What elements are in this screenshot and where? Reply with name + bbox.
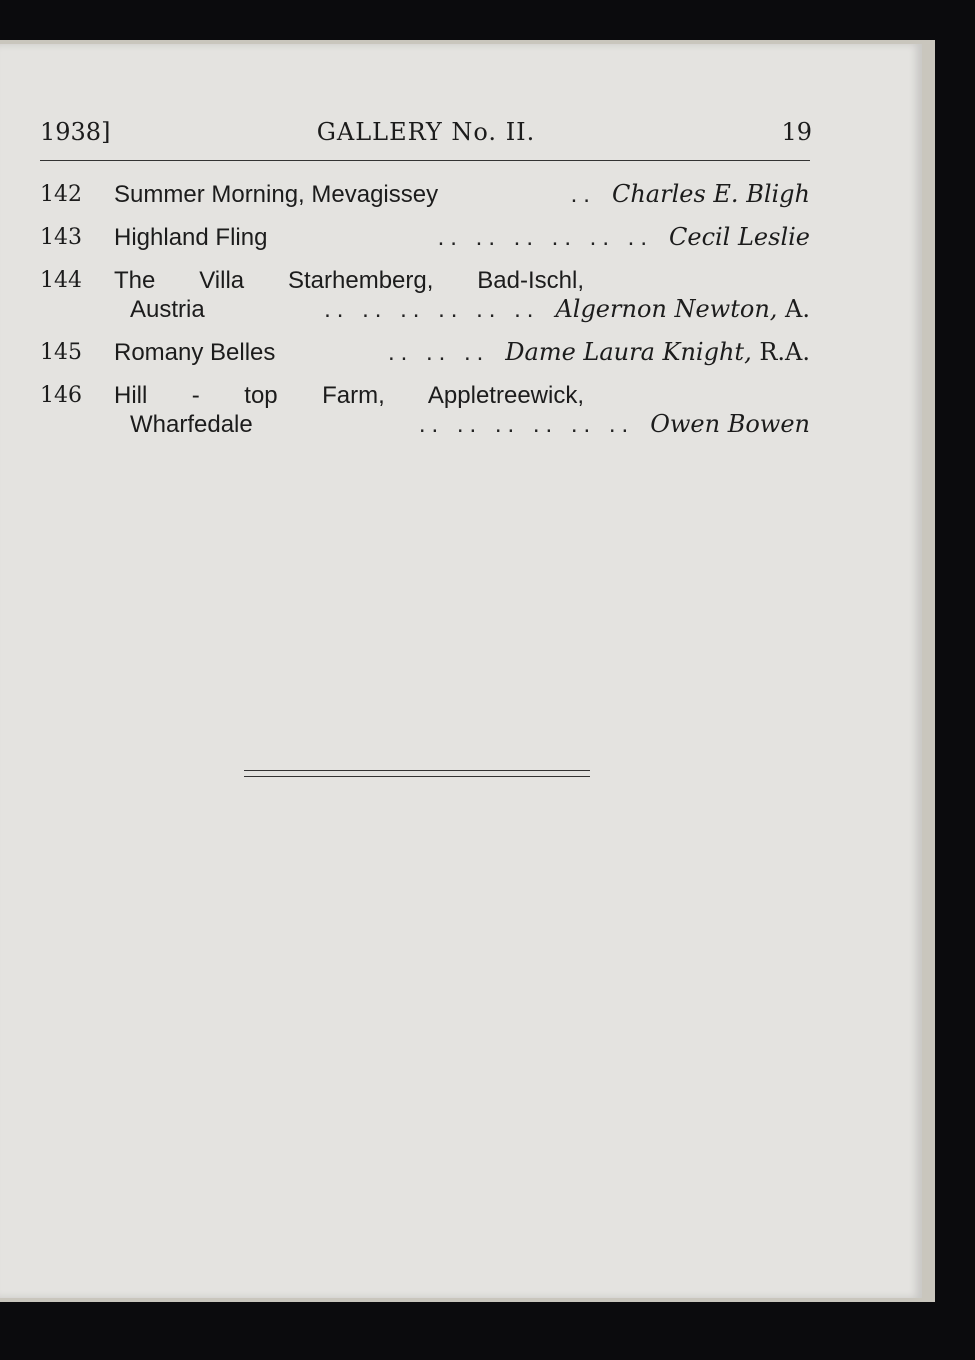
header-rule [40,160,810,161]
header-year: 1938] [40,118,111,146]
entry-title: Hill - top Farm, Appletreewick, [114,382,584,409]
double-rule-divider [244,770,590,777]
catalogue-entry-146 [38,381,810,439]
entry-artist [612,180,810,209]
catalogue-entries [38,180,810,453]
entry-line [38,266,810,295]
entry-line [38,223,810,252]
entry-line-continued [38,410,810,439]
catalogue-page [0,44,922,1298]
artist-name: Charles E. Bligh [611,180,810,208]
entry-number: 145 [40,340,82,365]
entry-title-continued: Wharfedale [130,411,253,438]
catalogue-entry-144 [38,266,810,324]
entry-title: Romany Belles [114,339,276,366]
entry-artist [650,410,810,439]
entry-artist [669,223,810,252]
dot-leader: .. .. .. .. .. .. [324,296,540,323]
dot-leader: .. .. .. .. .. .. [437,224,653,251]
catalogue-entry-145 [38,338,810,367]
entry-line [38,338,810,367]
page-number: 19 [781,118,812,146]
entry-number: 142 [40,182,82,207]
running-header [40,112,812,152]
entry-artist [555,295,810,324]
entry-number: 143 [40,225,82,250]
dot-leader: .. [570,181,596,208]
catalogue-entry-142 [38,180,810,209]
artist-name: Owen Bowen [650,410,810,438]
artist-name: Dame Laura Knight, [505,338,752,366]
artist-name: Cecil Leslie [669,223,810,251]
entry-artist [505,338,810,367]
entry-line-continued [38,295,810,324]
entry-number: 146 [40,383,82,408]
artist-suffix: R.A. [751,338,810,366]
artist-suffix: A. [777,295,810,323]
artist-name: Algernon Newton, [555,295,778,323]
entry-number: 144 [40,268,82,293]
entry-title: Summer Morning, Mevagissey [114,181,439,208]
catalogue-entry-143 [38,223,810,252]
entry-title: The Villa Starhemberg, Bad-Ischl, [114,267,584,294]
entry-title: Highland Fling [114,224,268,251]
entry-line [38,381,810,410]
entry-title-continued: Austria [130,296,205,323]
header-title: GALLERY No. II. [316,118,536,146]
dot-leader: .. .. .. .. .. .. [418,411,635,438]
entry-line [38,180,810,209]
dot-leader: .. .. .. [387,339,490,366]
